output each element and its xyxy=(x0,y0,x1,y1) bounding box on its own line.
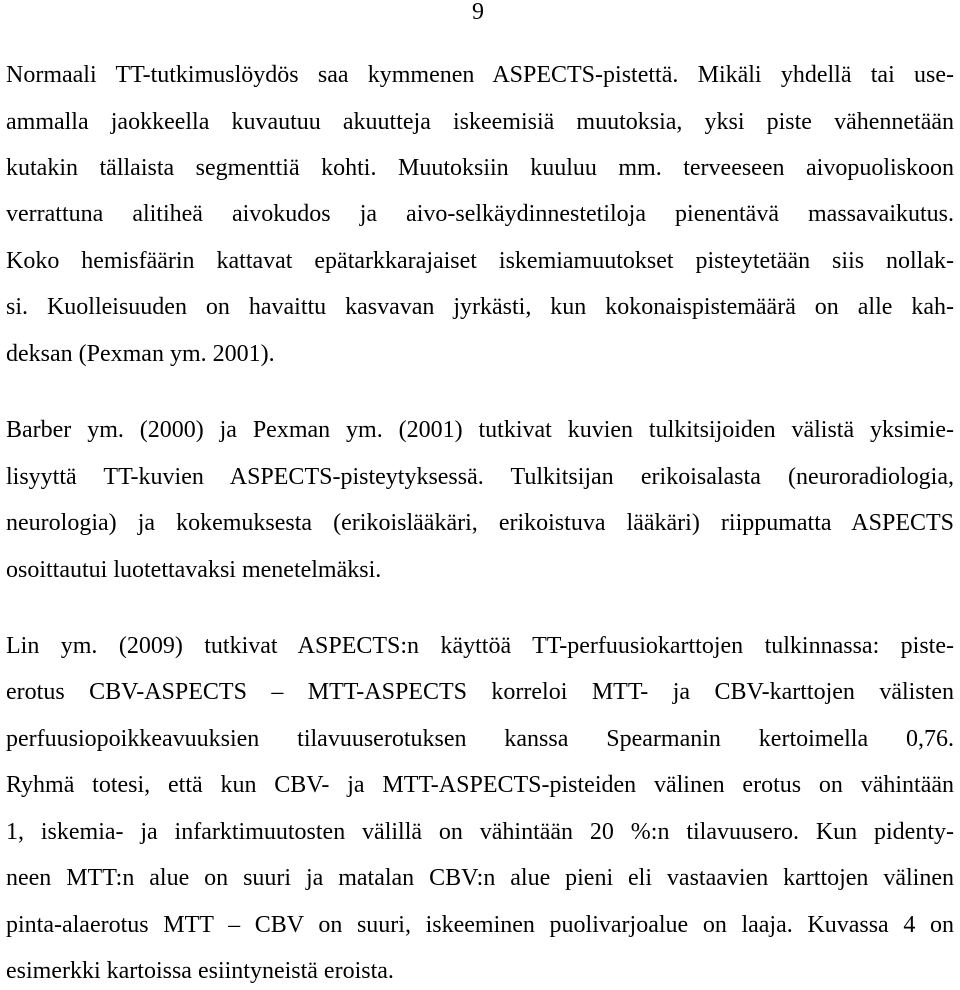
paragraph-line: esimerkki kartoissa esiintyneistä eroista. xyxy=(6,958,394,984)
paragraph-line: osoittautui luotettavaksi menetelmäksi. xyxy=(6,557,382,583)
paragraph-line: Normaali TT-tutkimuslöydös saa kymmenen ASPECTS-pistettä. Mikäli yhdellä tai use- xyxy=(6,62,954,88)
paragraph-line: neurologia) ja kokemuksesta (erikoislääkäri, erikoistuva lääkäri) riippumatta ASPECTS xyxy=(6,510,954,536)
page-number: 9 xyxy=(472,0,484,25)
paragraph-line: deksan (Pexman ym. 2001). xyxy=(6,341,275,367)
paragraph-line: kutakin tällaista segmenttiä kohti. Muutoksiin kuuluu mm. terveeseen aivopuoliskoon xyxy=(6,155,954,181)
paragraph-line: Ryhmä totesi, että kun CBV- ja MTT-ASPECTS-pisteiden välinen erotus on vähintään xyxy=(6,772,954,798)
paragraph-line: neen MTT:n alue on suuri ja matalan CBV:n alue pieni eli vastaavien karttojen välinen xyxy=(6,865,954,891)
paragraph-line: ammalla jaokkeella kuvautuu akuutteja iskeemisiä muutoksia, yksi piste vähennetään xyxy=(6,109,954,135)
paragraph-line: Koko hemisfäärin kattavat epätarkkarajaiset iskemiamuutokset pisteytetään siis nollak- xyxy=(6,248,954,274)
paragraph-line: lisyyttä TT-kuvien ASPECTS-pisteytyksessä. Tulkitsijan erikoisalasta (neuroradiologia, xyxy=(6,464,954,490)
paragraph-line: si. Kuolleisuuden on havaittu kasvavan jyrkästi, kun kokonaispistemäärä on alle kah- xyxy=(6,294,954,320)
paragraph-line: 1, iskemia- ja infarktimuutosten välillä on vähintään 20 %:n tilavuusero. Kun pidenty- xyxy=(6,819,954,845)
paragraph-line: pinta-alaerotus MTT – CBV on suuri, iskeeminen puolivarjoalue on laaja. Kuvassa 4 on xyxy=(6,912,954,938)
paragraph-line: Barber ym. (2000) ja Pexman ym. (2001) tutkivat kuvien tulkitsijoiden välistä yksimie- xyxy=(6,417,954,443)
paragraph-line: perfuusiopoikkeavuuksien tilavuuserotuksen kanssa Spearmanin kertoimella 0,76. xyxy=(6,726,954,752)
paragraph-line: Lin ym. (2009) tutkivat ASPECTS:n käyttöä TT-perfuusiokarttojen tulkinnassa: piste- xyxy=(6,633,954,659)
paragraph-line: verrattuna alitiheä aivokudos ja aivo-selkäydinnestetiloja pienentävä massavaikutus. xyxy=(6,201,954,227)
paragraph-line: erotus CBV-ASPECTS – MTT-ASPECTS korreloi MTT- ja CBV-karttojen välisten xyxy=(6,679,954,705)
